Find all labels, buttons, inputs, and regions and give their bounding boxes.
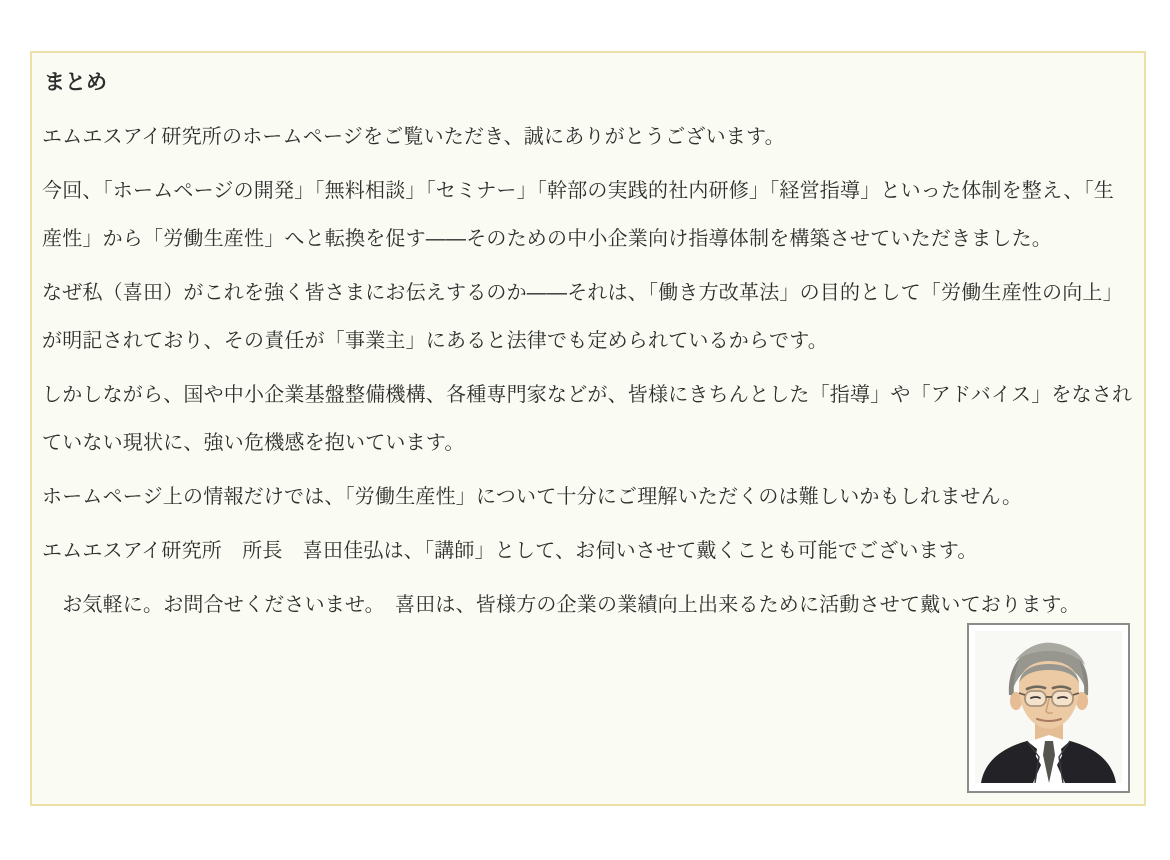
portrait-frame: [967, 623, 1130, 793]
summary-paragraph-3: なぜ私（喜田）がこれを強く皆さまにお伝えするのか――それは、「働き方改革法」の目的として「労働生産性の向上」が明記されており、その責任が「事業主」にあると法律でも定められているからです。: [42, 282, 1123, 352]
summary-paragraph-6: エムエスアイ研究所 所長 喜田佳弘は、「講師」として、お伺いさせて戴くことも可能でございます。: [42, 540, 978, 562]
summary-paragraph-1: エムエスアイ研究所のホームページをご覧いただき、誠にありがとうございます。: [42, 126, 785, 148]
summary-content: [32, 53, 1144, 629]
summary-paragraph-4: しかしながら、国や中小企業基盤整備機構、各種専門家などが、皆様にきちんとした「指導」や「アドバイス」をなされていない現状に、強い危機感を抱いています。: [42, 384, 1133, 454]
summary-paragraph-2: 今回、「ホームページの開発」「無料相談」「セミナー」「幹部の実践的社内研修」「経営指導」といった体制を整え、「生産性」から「労働生産性」へと転換を促す――そのための中小企業向け指導体制を構築させていただきました。: [42, 180, 1114, 250]
summary-paragraph-5: ホームページ上の情報だけでは、「労働生産性」について十分にご理解いただくのは難しいかもしれません。: [42, 486, 1023, 508]
portrait-photo-icon: [975, 631, 1122, 783]
page-title: まとめ: [44, 71, 107, 94]
summary-box: [30, 51, 1146, 806]
summary-paragraph-7: お気軽に。お問合せくださいませ。 喜田は、皆様方の企業の業績向上出来るために活動させて戴いております。: [42, 594, 1081, 616]
